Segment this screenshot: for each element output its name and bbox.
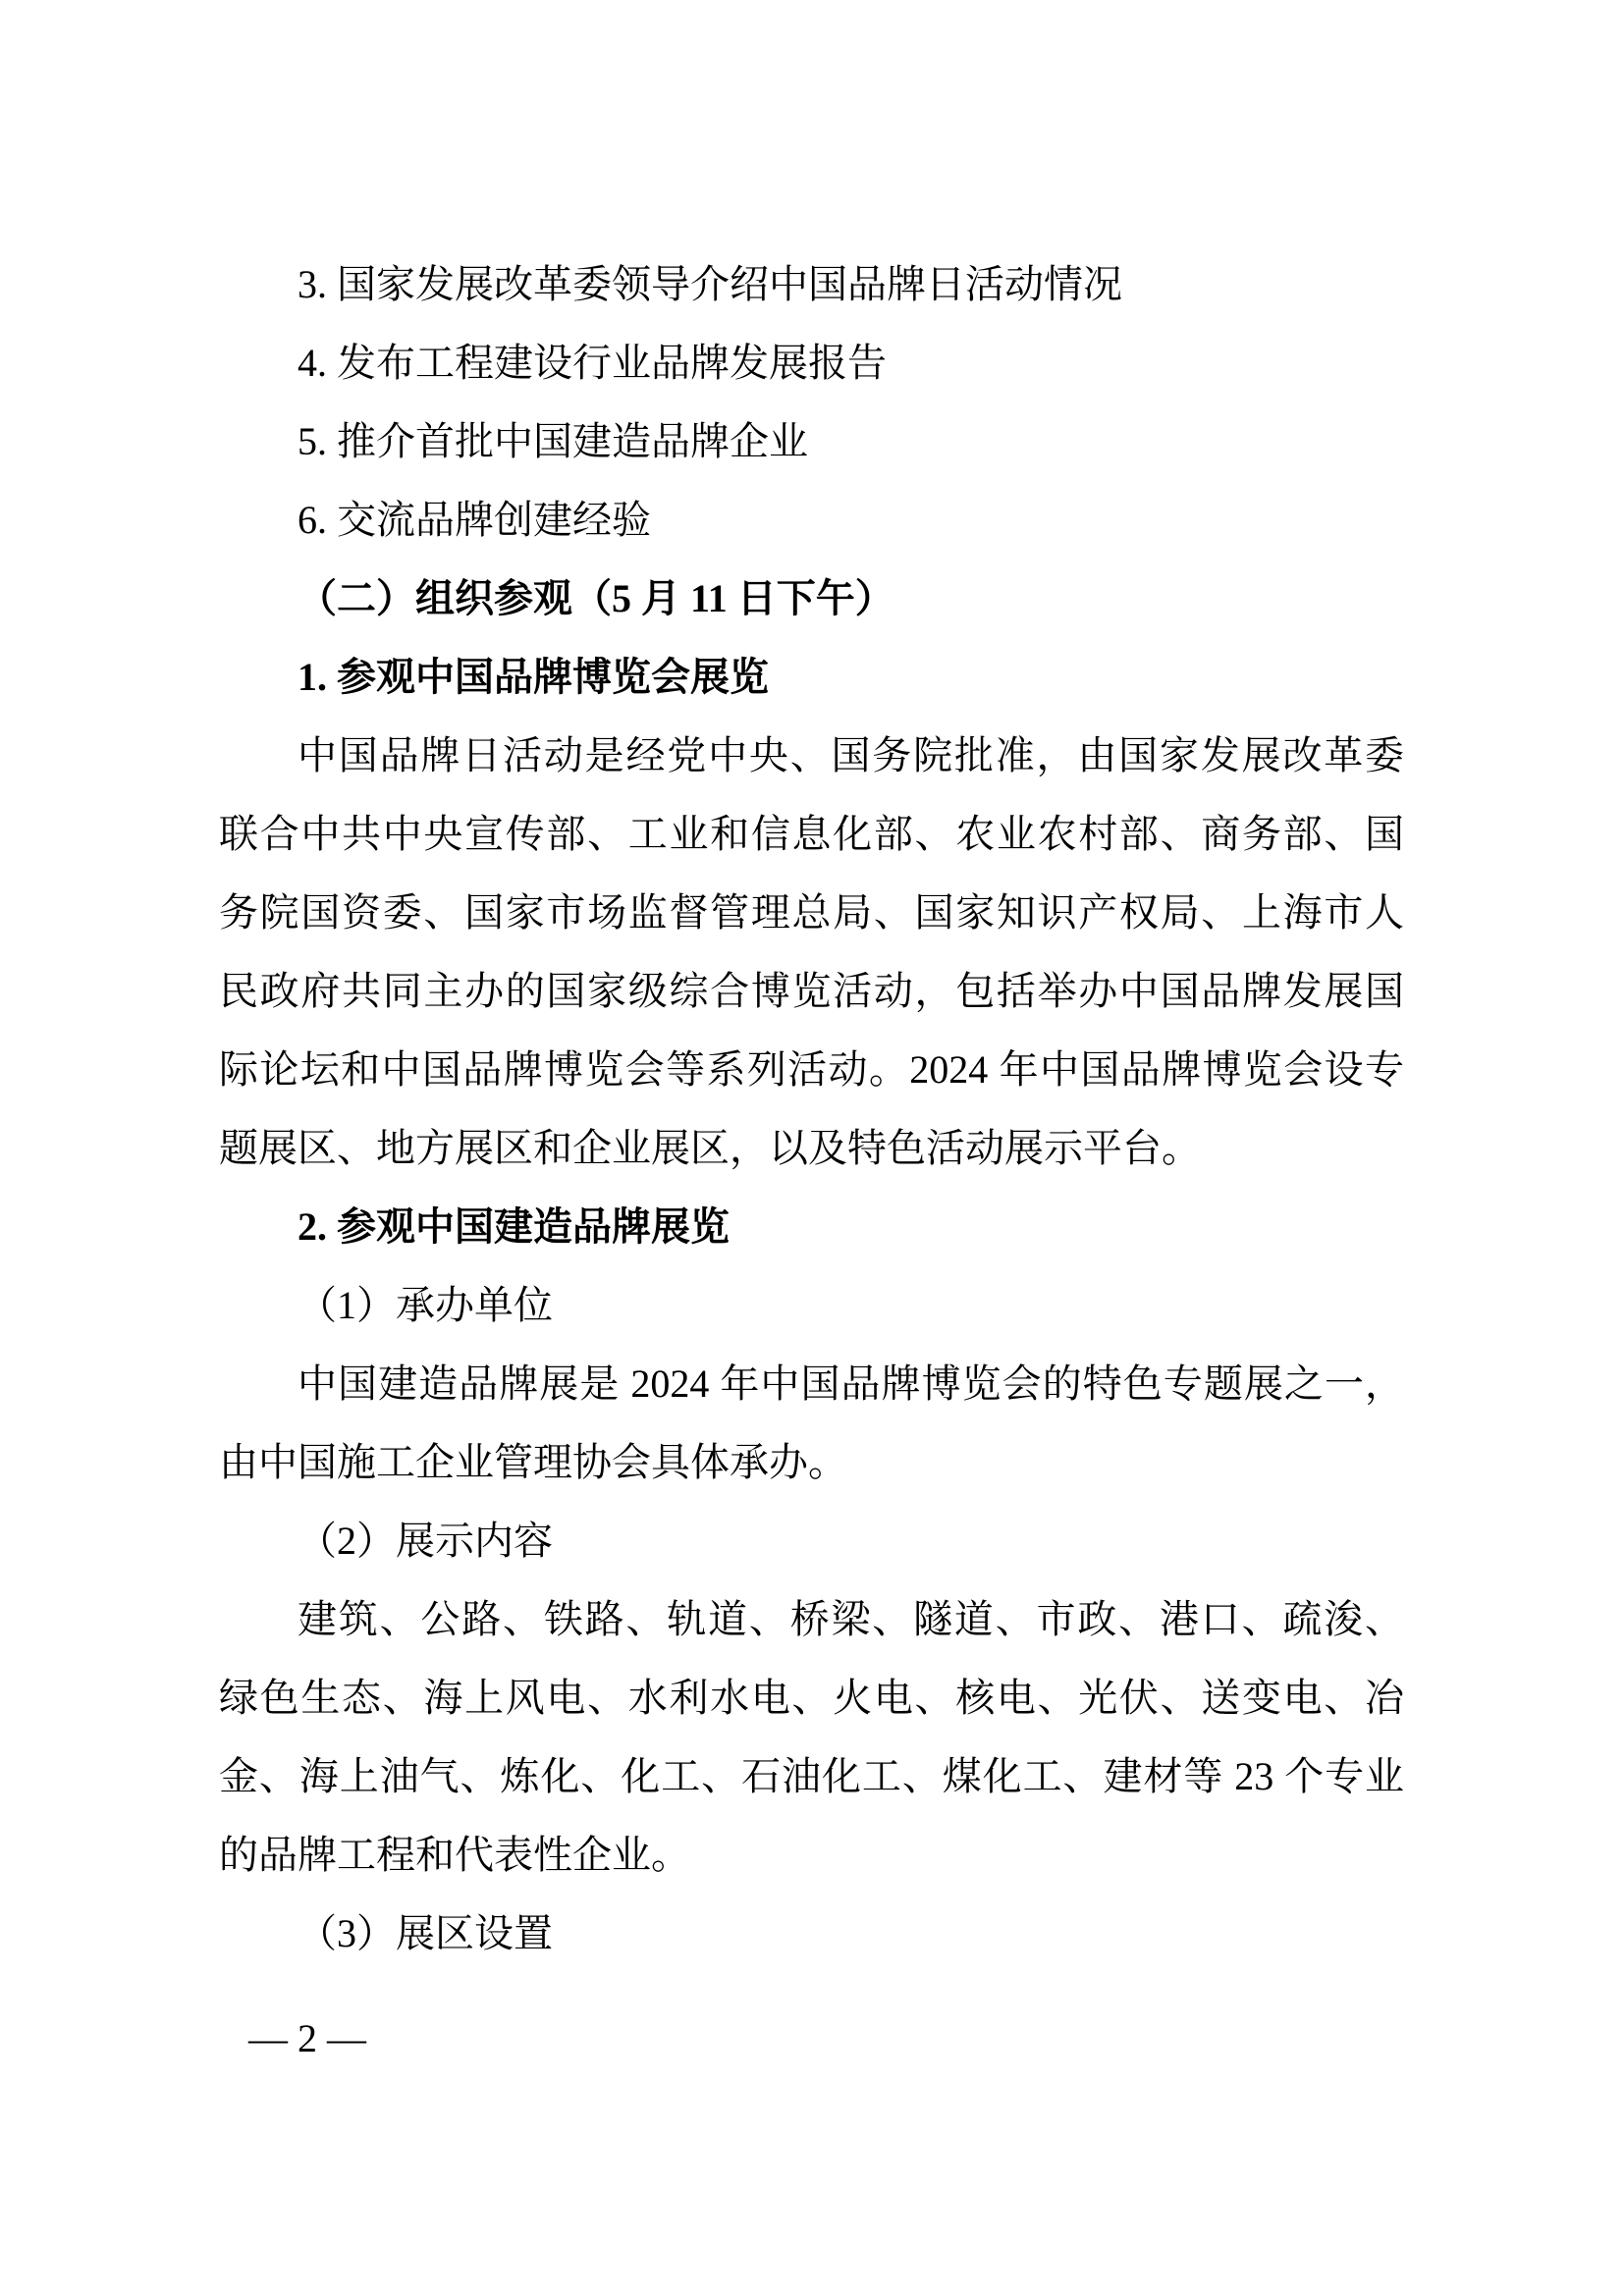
document-body	[219, 245, 1404, 1973]
sub-heading-1-organizer: （1）承办单位	[298, 1283, 553, 1327]
page-number: — 2 —	[248, 2016, 366, 2060]
sub-heading-2-exhibit-content: （2）展示内容	[298, 1519, 553, 1563]
paragraph-line: 中国建造品牌展是 2024 年中国品牌博览会的特色专题展之一，	[298, 1362, 1404, 1406]
paragraph-line: 题展区、地方展区和企业展区，以及特色活动展示平台。	[219, 1126, 1201, 1170]
heading-item-1-brand-expo-visit: 1. 参观中国品牌博览会展览	[298, 655, 769, 699]
paragraph-line: 际论坛和中国品牌博览会等系列活动。2024 年中国品牌博览会设专	[219, 1047, 1404, 1092]
sub-heading-3-zone-setup: （3）展区设置	[298, 1911, 553, 1955]
paragraph-line: 建筑、公路、铁路、轨道、桥梁、隧道、市政、港口、疏浚、	[298, 1597, 1404, 1641]
section-heading-organized-visit: （二）组织参观（5 月 11 日下午）	[298, 576, 894, 620]
paragraph-line: 务院国资委、国家市场监督管理总局、国家知识产权局、上海市人	[219, 890, 1404, 934]
paragraph-line: 中国品牌日活动是经党中央、国务院批准，由国家发展改革委	[298, 733, 1404, 777]
heading-item-2-construction-brand-visit: 2. 参观中国建造品牌展览	[298, 1204, 730, 1249]
paragraph-line: 金、海上油气、炼化、化工、石油化工、煤化工、建材等 23 个专业	[219, 1754, 1404, 1798]
list-item-5: 5. 推介首批中国建造品牌企业	[298, 419, 808, 463]
paragraph-line: 联合中共中央宣传部、工业和信息化部、农业农村部、商务部、国	[219, 812, 1404, 856]
paragraph-line: 的品牌工程和代表性企业。	[219, 1833, 690, 1877]
list-item-6: 6. 交流品牌创建经验	[298, 498, 651, 542]
paragraph-line: 绿色生态、海上风电、水利水电、火电、核电、光伏、送变电、冶	[219, 1676, 1404, 1720]
list-item-4: 4. 发布工程建设行业品牌发展报告	[298, 341, 887, 385]
list-item-3: 3. 国家发展改革委领导介绍中国品牌日活动情况	[298, 262, 1122, 306]
paragraph-line: 由中国施工企业管理协会具体承办。	[219, 1440, 847, 1484]
paragraph-line: 民政府共同主办的国家级综合博览活动，包括举办中国品牌发展国	[219, 969, 1404, 1013]
